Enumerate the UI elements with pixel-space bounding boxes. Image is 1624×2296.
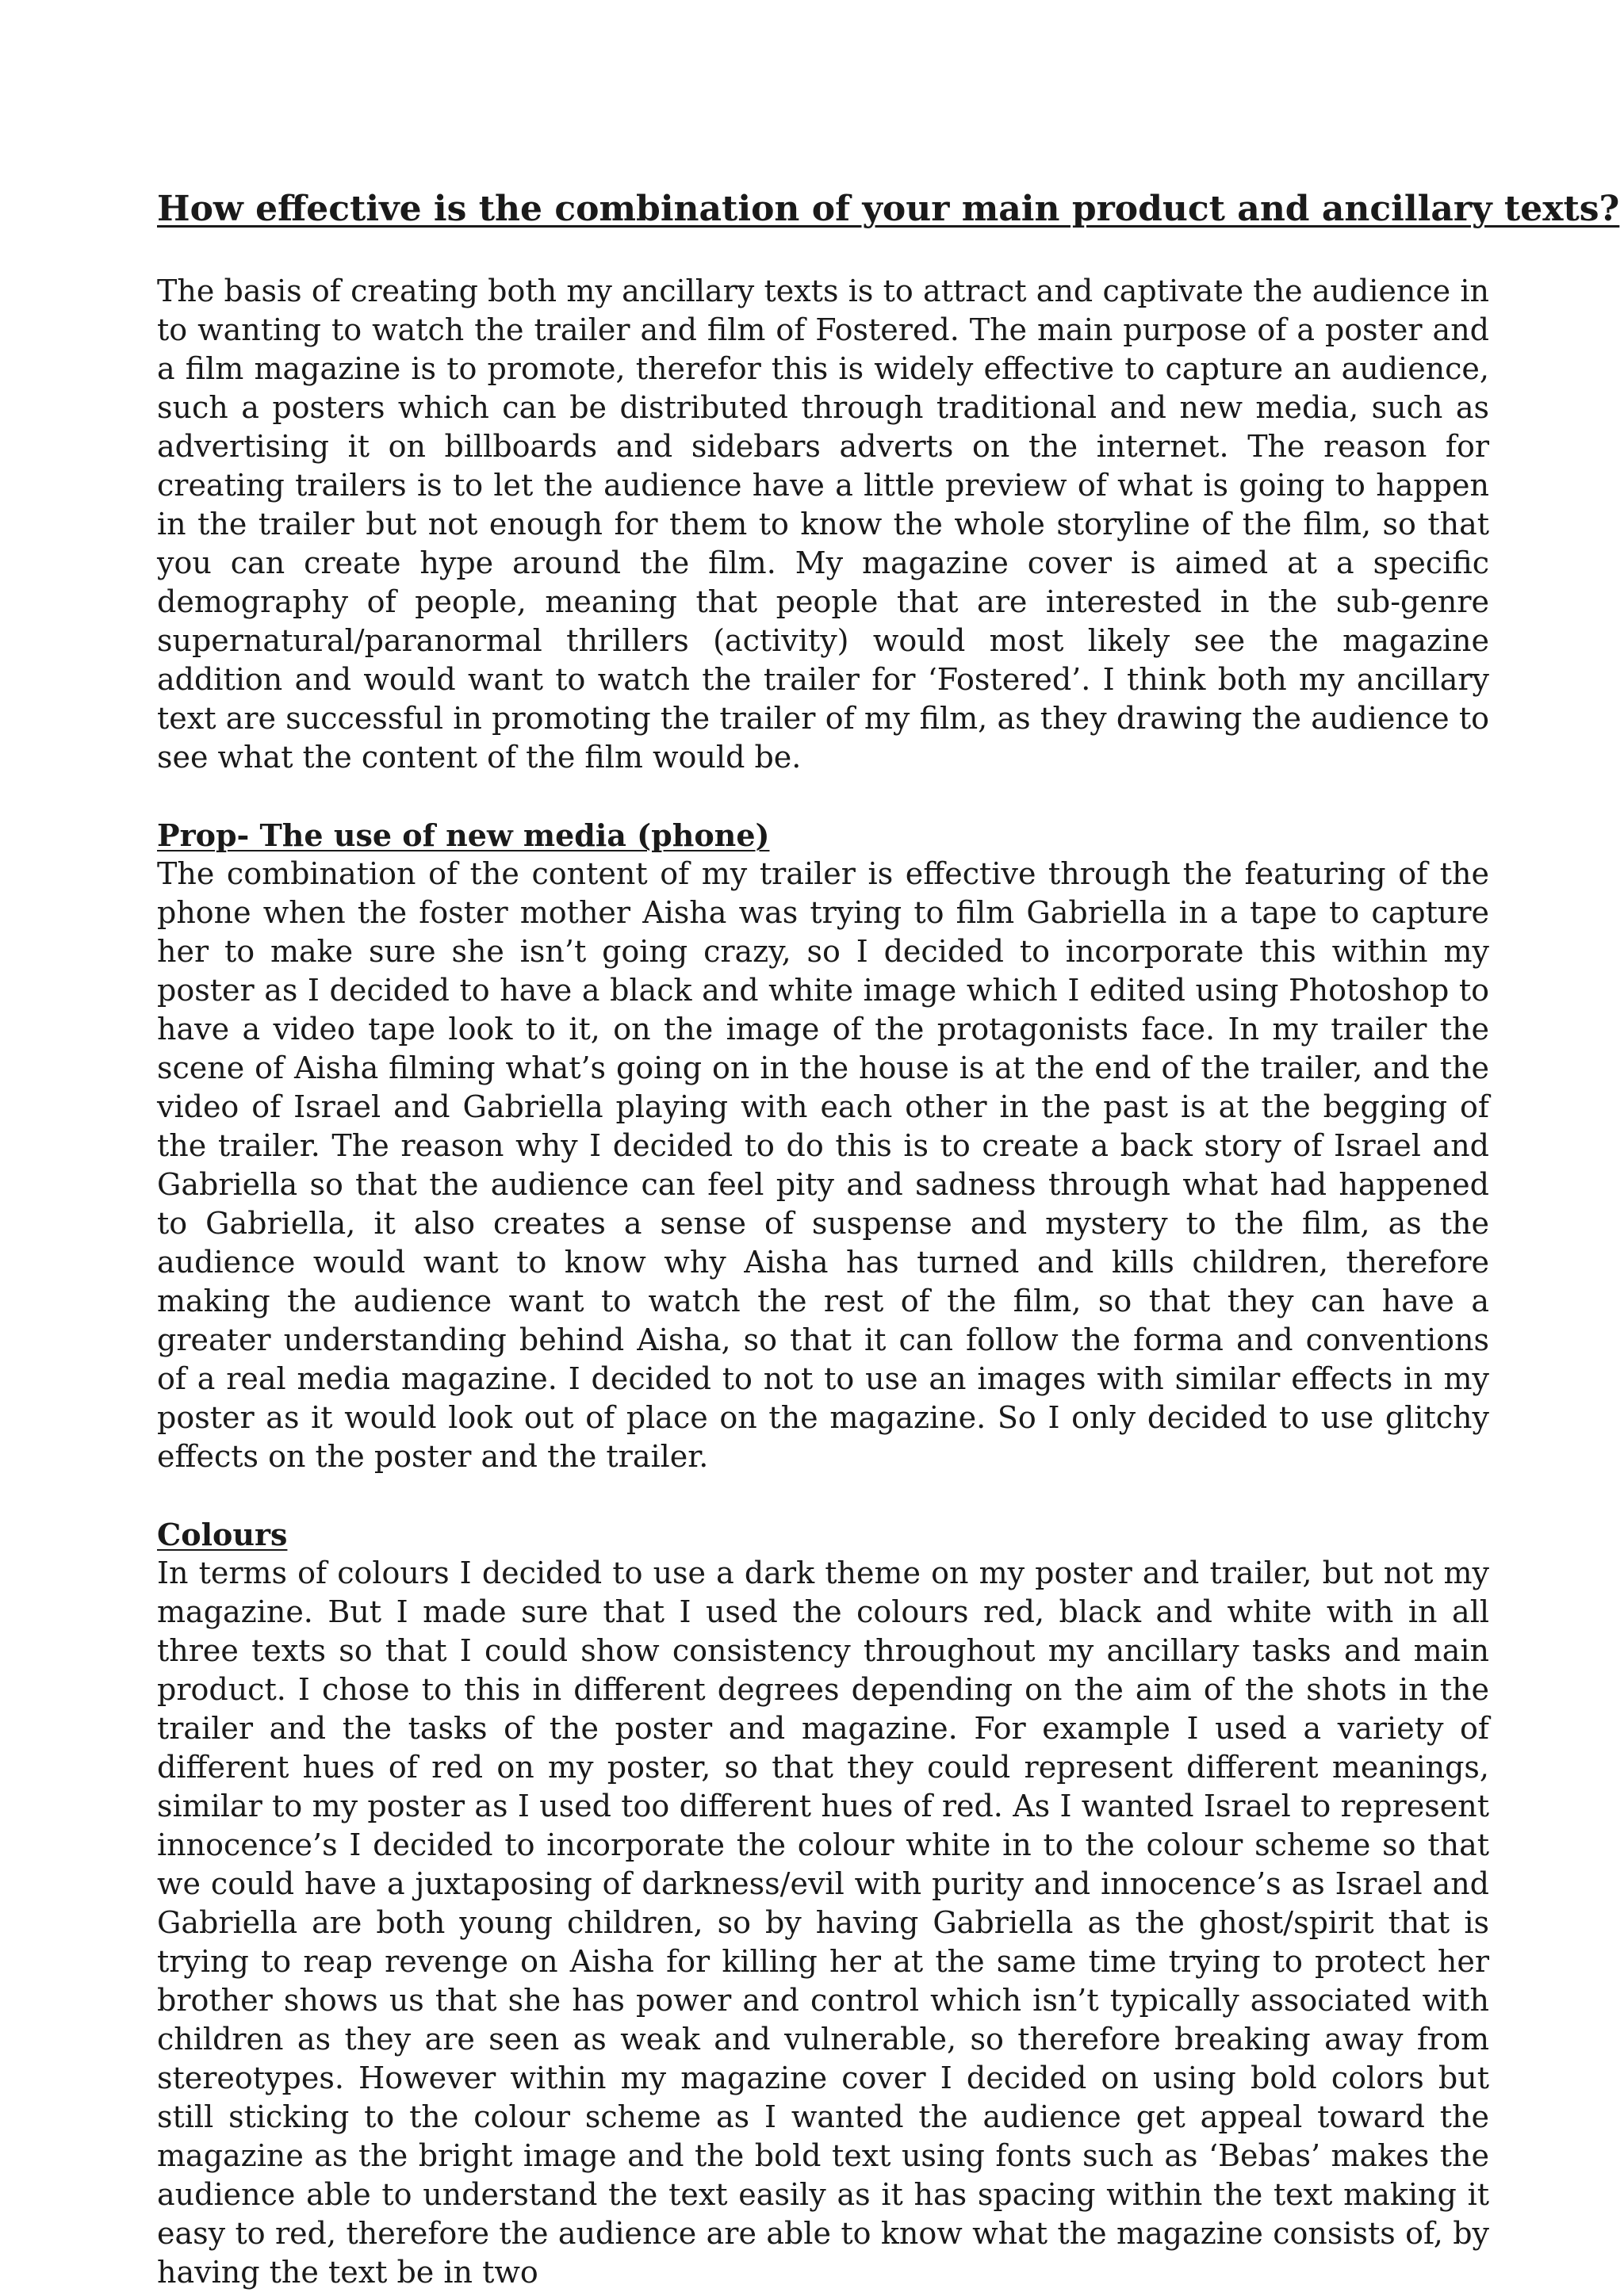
section-heading-prop: Prop- The use of new media (phone) — [157, 817, 770, 853]
section-prop-new-media — [157, 816, 1489, 1476]
document-title: How effective is the combination of your main product and ancillary texts? — [157, 189, 1620, 229]
section-paragraph-prop: The combination of the content of my trailer is effective through the featuring of the phone when the foster mother Aisha was trying to film Gabriella in a tape to capture her to make sure she isn’t going crazy, so I decided to incorporate this within my poster as I decided to have a black and white image which I edited using Photoshop to have a video tape look to it, on the image of the protagonists face. In my trailer the scene of Aisha filming what’s going on in the house is at the end of the trailer, and the video of Israel and Gabriella playing with each other in the past is at the begging of the trailer. The reason why I decided to do this is to create a back story of Israel and Gabriella so that the audience can feel pity and sadness through what had happened to Gabriella, it also creates a sense of suspense and mystery to the film, as the audience would want to know why Aisha has turned and kills children, therefore making the audience want to watch the rest of the film, so that they can have a greater understanding behind Aisha, so that it can follow the forma and conventions of a real media magazine. I decided to not to use an images with similar effects in my poster as it would look out of place on the magazine. So I only decided to use glitchy effects on the poster and the trailer. — [157, 856, 1489, 1474]
document-body — [157, 187, 1620, 2292]
section-heading-colours: Colours — [157, 1517, 288, 1552]
section-paragraph-colours: In terms of colours I decided to use a dark theme on my poster and trailer, but not my magazine. But I made sure that I used the colours red, black and white with in all three texts so that I could show consistency throughout my ancillary tasks and main product. I chose to this in different degrees depending on the aim of the shots in the trailer and the tasks of the poster and magazine. For example I used a variety of different hues of red on my poster, so that they could represent different meanings, similar to my poster as I used too different hues of red. As I wanted Israel to represent innocence’s I decided to incorporate the colour white in to the colour scheme so that we could have a juxtaposing of darkness/evil with purity and innocence’s as Israel and Gabriella are both young children, so by having Gabriella as the ghost/spirit that is trying to reap revenge on Aisha for killing her at the same time trying to protect her brother shows us that she has power and control which isn’t typically associated with children as they are seen as weak and vulnerable, so therefore breaking away from stereotypes. However within my magazine cover I decided on using bold colors but still sticking to the colour scheme as I wanted the audience get appeal toward the magazine as the bright image and the bold text using fonts such as ‘Bebas’ makes the audience able to understand the text easily as it has spacing within the text making it easy to red, therefore the audience are able to know what the magazine consists of, by having the text be in two — [157, 1556, 1489, 2290]
section-colours — [157, 1515, 1489, 2292]
intro-paragraph: The basis of creating both my ancillary texts is to attract and captivate the audience in to wanting to watch the trailer and film of Fostered. The main purpose of a poster and a film magazine is to promote, therefor this is widely effective to capture an audience, such a posters which can be distributed through traditional and new media, such as advertising it on billboards and sidebars adverts on the internet. The reason for creating trailers is to let the audience have a little preview of what is going to happen in the trailer but not enough for them to know the whole storyline of the film, so that you can create hype around the film. My magazine cover is aimed at a specific demography of people, meaning that people that are interested in the sub-genre supernatural/paranormal thrillers (activity) would most likely see the magazine addition and would want to watch the trailer for ‘Fostered’. I think both my ancillary text are successful in promoting the trailer of my film, as they drawing the audience to see what the content of the film would be. — [157, 274, 1489, 775]
